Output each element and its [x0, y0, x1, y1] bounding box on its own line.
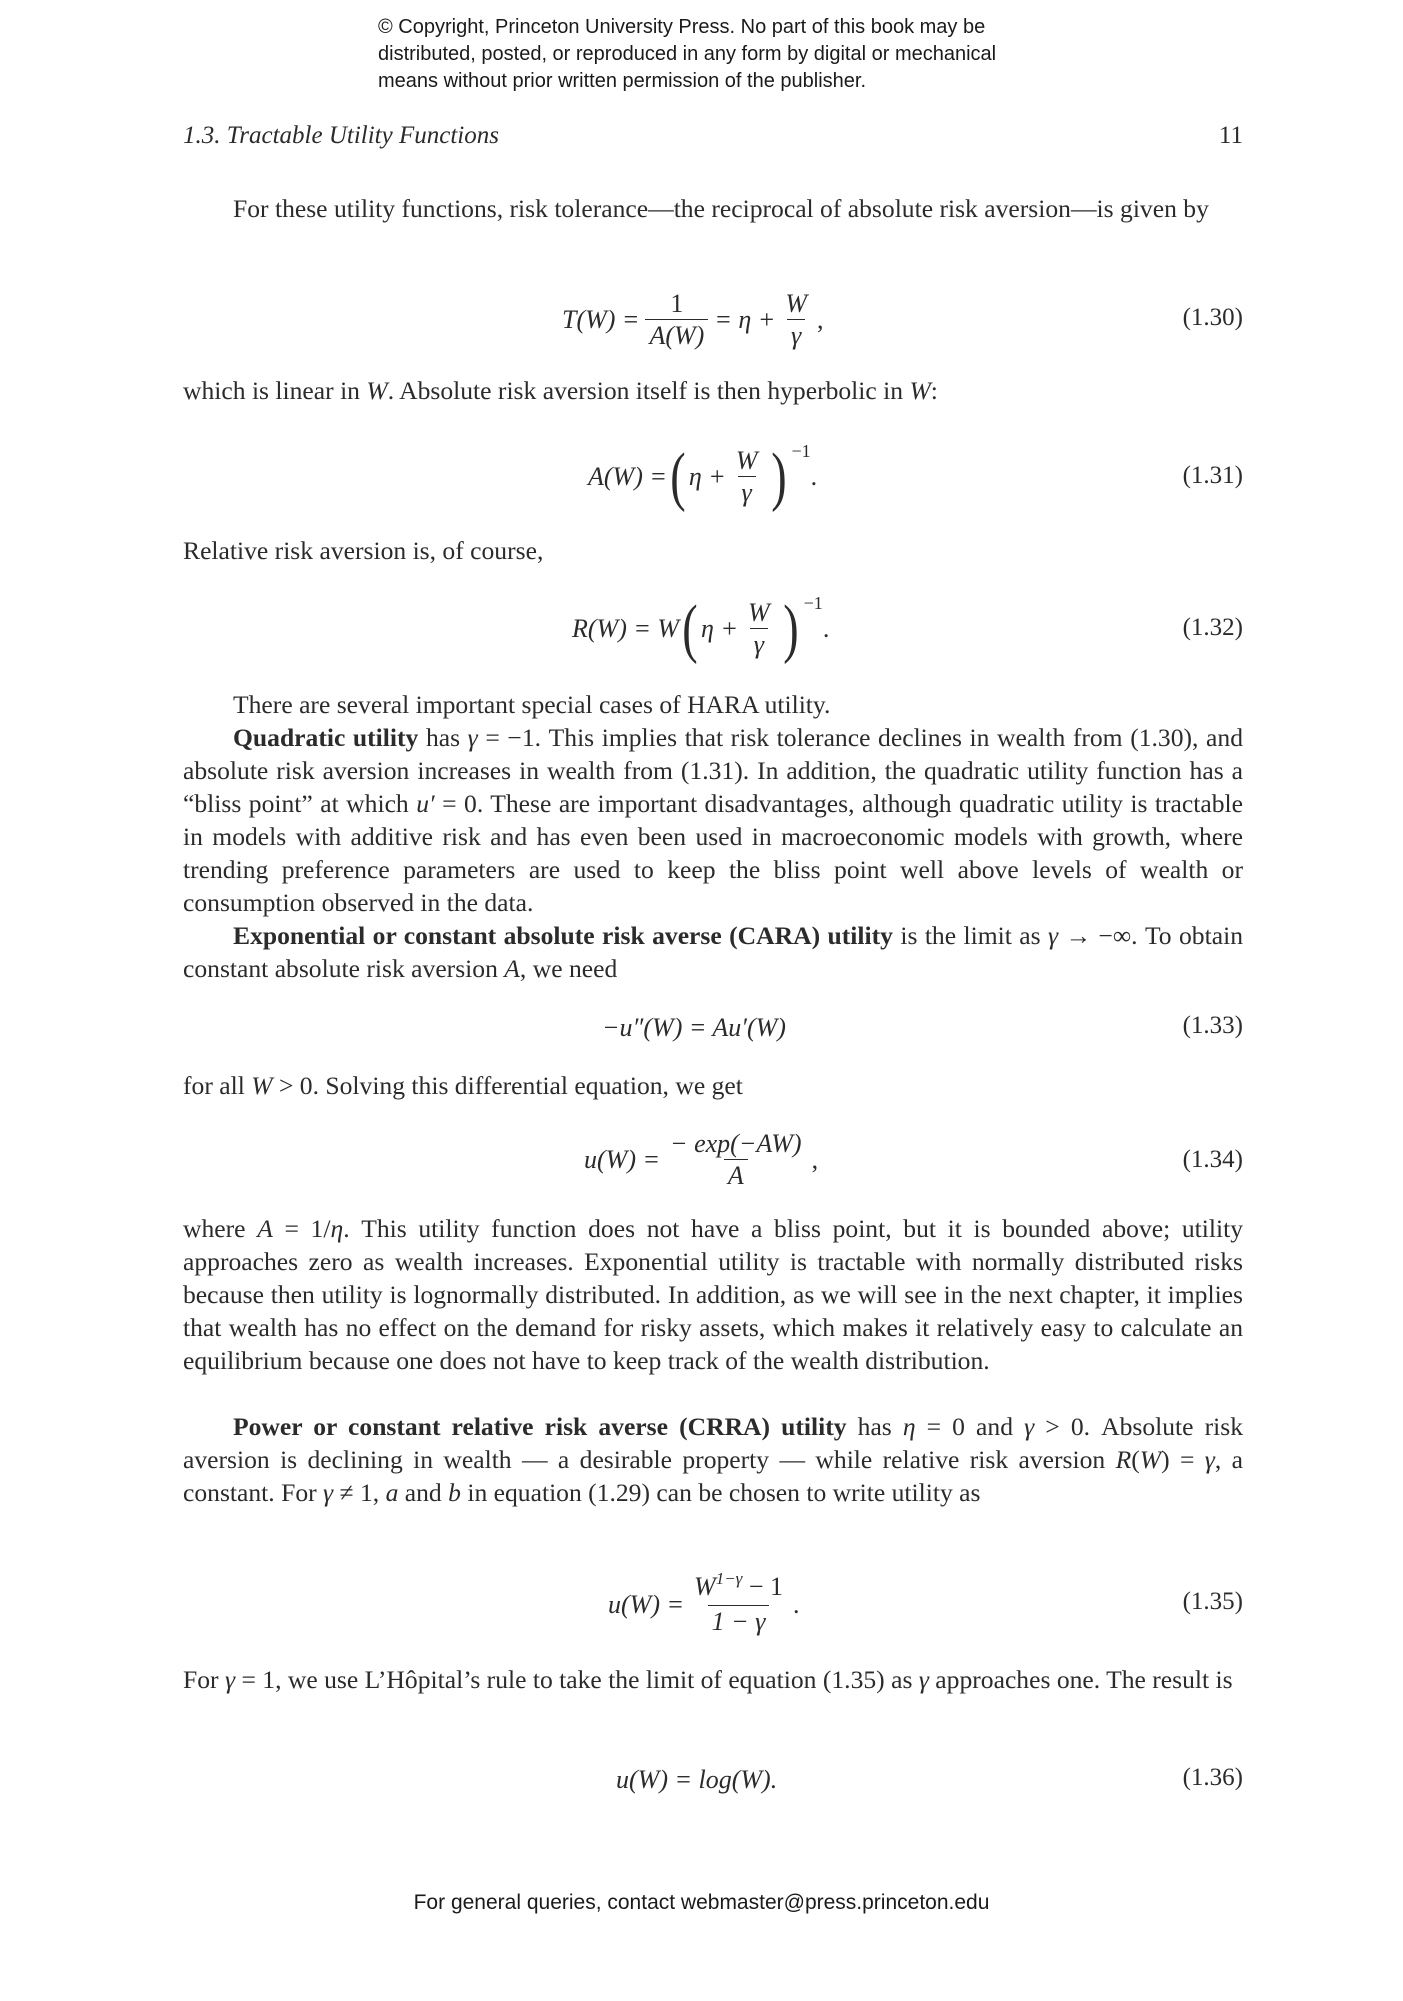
- math-symbol: a: [385, 1478, 399, 1507]
- eq135-lhs: u(W) =: [608, 1590, 685, 1619]
- eq130-frac1: [645, 289, 708, 352]
- math-symbol: A: [504, 954, 520, 983]
- math-symbol: η: [330, 1214, 344, 1243]
- text-run: ≠ 1,: [333, 1478, 386, 1507]
- text-run: > 0. Absolute risk aversion is declining in wealth — a desirable property — while relative risk aversion: [183, 1412, 1243, 1474]
- text-run: = 0 and: [915, 1412, 1025, 1441]
- text-run: :: [930, 376, 938, 405]
- equation-1-33: −u″(W) = Au′(W): [602, 1013, 786, 1042]
- eq131-eta: η +: [688, 462, 726, 491]
- eq132-den: γ: [750, 628, 768, 661]
- math-symbol: R: [1115, 1445, 1132, 1474]
- eq135-num: [690, 1569, 787, 1605]
- text-run: and: [398, 1478, 449, 1507]
- math-symbol: b: [448, 1478, 461, 1507]
- eq134-frac: [666, 1129, 806, 1192]
- math-symbol: γ: [918, 1665, 929, 1694]
- math-symbol: γ: [1024, 1412, 1035, 1441]
- eq130-num1: 1: [670, 288, 684, 318]
- eq131-tail: .: [810, 462, 818, 491]
- eq132-lhs: R(W) = W: [572, 614, 680, 643]
- math-symbol: A: [257, 1214, 273, 1243]
- eq132-close-paren: ): [782, 592, 799, 665]
- eq135-tail: .: [793, 1590, 800, 1619]
- math-symbol: γ: [224, 1665, 236, 1694]
- text-run: = 0. These are important disadvantages, although quadratic utility is tractable in models with additive risk and has even been used in macroeconomic models with growth, where trending preference parameters are used to keep the bliss point well above levels of wealth or consumption observed in the data.: [183, 789, 1243, 917]
- text-run: . This utility function does not have a bliss point, but it is bounded above; utility approaches zero as wealth increases. Exponential utility is tractable with normally distributed risks because then utility is lognormally distributed. In addition, as we will see in the next chapter, it implies that wealth has no effect on the demand for risky assets, which makes it relatively easy to calculate an equilibrium because one does not have to keep track of the wealth distribution.: [183, 1214, 1244, 1375]
- text-run: for all: [183, 1071, 252, 1100]
- copyright-line: means without prior written permission of the publisher.: [378, 70, 867, 92]
- eq134-num: − exp(−AW): [670, 1128, 802, 1158]
- eq130-tail: ,: [817, 305, 824, 334]
- text-run: = 1/: [272, 1214, 331, 1243]
- text-run: in equation (1.29) can be chosen to write utility as: [460, 1478, 981, 1507]
- bold-term: Quadratic utility: [233, 723, 419, 752]
- footer-contact: For general queries, contact webmaster@press.princeton.edu: [413, 1891, 990, 1914]
- copyright-line: © Copyright, Princeton University Press. No part of this book may be: [378, 16, 986, 38]
- eq131-open-paren: (: [670, 440, 686, 513]
- paragraph-3: Relative risk aversion is, of course,: [183, 536, 544, 565]
- eq131-lhs: A(W) =: [588, 462, 667, 491]
- text-run: which is linear in: [183, 376, 367, 405]
- eq132-tail: .: [822, 614, 830, 643]
- equation-1-35: [608, 1562, 800, 1648]
- eq132-open-paren: (: [682, 592, 698, 665]
- eq130-lhs: T(W) =: [562, 305, 640, 334]
- text-run: has: [846, 1412, 903, 1441]
- paragraph-10: [183, 1663, 1243, 1696]
- equation-number-1-30: (1.30): [1182, 304, 1243, 331]
- eq135-num-exponent: 1−γ: [715, 1569, 743, 1588]
- math-symbol: W: [1139, 1445, 1162, 1474]
- text-run: = −1. This implies that risk tolerance declines in wealth from (1.30), and absolute risk aversion increases in wealth from (1.31). In addition, the quadratic utility function has a “bliss point” at which: [183, 723, 1243, 818]
- eq132-eta: η +: [701, 614, 738, 643]
- eq130-num2: W: [785, 288, 808, 318]
- text-run: → −∞. To obtain constant absolute risk aversion: [183, 921, 1243, 983]
- eq132-num: W: [748, 597, 770, 627]
- text-run: , we need: [519, 954, 618, 983]
- text-run: is the limit as: [892, 921, 1048, 950]
- math-symbol: u′: [416, 789, 435, 818]
- paragraph-8: [183, 1212, 1243, 1377]
- math-symbol: W: [366, 376, 388, 405]
- eq135-frac: [690, 1569, 787, 1638]
- math-symbol: η: [902, 1412, 916, 1441]
- copyright-line: distributed, posted, or reproduced in any form by digital or mechanical: [378, 43, 997, 65]
- text-run: has: [418, 723, 468, 752]
- eq130-den1: A(W): [645, 319, 708, 352]
- eq134-lhs: u(W) =: [584, 1145, 661, 1174]
- paragraph-1: For these utility functions, risk tolerance—the reciprocal of absolute risk aversion—is given by: [233, 194, 1209, 223]
- text-run: (: [1131, 1445, 1140, 1474]
- equation-1-31: [588, 432, 817, 522]
- eq131-num: W: [735, 445, 758, 475]
- eq131-den: γ: [738, 476, 756, 509]
- math-symbol: W: [251, 1071, 273, 1100]
- eq130-den2: γ: [787, 319, 805, 352]
- eq132-frac: [744, 598, 774, 661]
- equation-1-36: u(W) = log(W).: [616, 1765, 778, 1794]
- text-run: = 1, we use L’Hôpital’s rule to take the limit of equation (1.35) as: [235, 1665, 919, 1694]
- eq134-den: A: [724, 1159, 748, 1192]
- copyright-notice: [378, 14, 1138, 95]
- bold-term: Power or constant relative risk averse (CRRA) utility: [233, 1412, 847, 1441]
- equation-1-32: [572, 584, 829, 674]
- text-run: where: [183, 1214, 258, 1243]
- text-run: ) =: [1161, 1445, 1205, 1474]
- math-symbol: γ: [1204, 1445, 1215, 1474]
- eq135-den: 1 − γ: [708, 1605, 770, 1638]
- eq134-tail: ,: [811, 1145, 819, 1174]
- equation-number-1-31: (1.31): [1182, 462, 1243, 489]
- eq132-exponent: −1: [803, 592, 823, 613]
- equation-number-1-34: (1.34): [1182, 1146, 1243, 1173]
- paragraph-2: [183, 374, 1243, 407]
- page-number: 11: [1218, 122, 1243, 149]
- eq135-num-base: W: [694, 1572, 716, 1601]
- equation-number-1-36: (1.36): [1182, 1764, 1243, 1791]
- running-head: 1.3. Tractable Utility Functions: [183, 122, 499, 149]
- text-run: > 0. Solving this differential equation, we get: [272, 1071, 743, 1100]
- equation-1-30: [562, 280, 824, 360]
- equation-number-1-33: (1.33): [1182, 1012, 1243, 1039]
- equation-number-1-32: (1.32): [1182, 614, 1243, 641]
- paragraph-7: [183, 1069, 1243, 1102]
- eq130-frac2: [781, 289, 811, 352]
- equation-1-34: [584, 1120, 818, 1200]
- text-run: For: [183, 1665, 225, 1694]
- paragraph-4: There are several important special cases of HARA utility.: [233, 690, 831, 719]
- eq135-num-rest: − 1: [742, 1572, 784, 1601]
- eq131-close-paren: ): [770, 440, 787, 513]
- equation-number-1-35: (1.35): [1182, 1588, 1243, 1615]
- math-symbol: W: [909, 376, 931, 405]
- text-run: . Absolute risk aversion itself is then hyperbolic in: [387, 376, 910, 405]
- paragraph-5: [183, 721, 1243, 919]
- paragraph-9: [183, 1410, 1243, 1509]
- math-symbol: γ: [1047, 921, 1059, 950]
- eq131-frac: [732, 446, 762, 509]
- bold-term: Exponential or constant absolute risk averse (CARA) utility: [233, 921, 893, 950]
- eq130-mid: = η +: [714, 305, 776, 334]
- paragraph-6: [183, 919, 1243, 985]
- text-run: , a constant. For: [183, 1445, 1243, 1507]
- math-symbol: γ: [467, 723, 478, 752]
- eq131-exponent: −1: [791, 440, 811, 461]
- math-symbol: γ: [323, 1478, 334, 1507]
- text-run: approaches one. The result is: [928, 1665, 1233, 1694]
